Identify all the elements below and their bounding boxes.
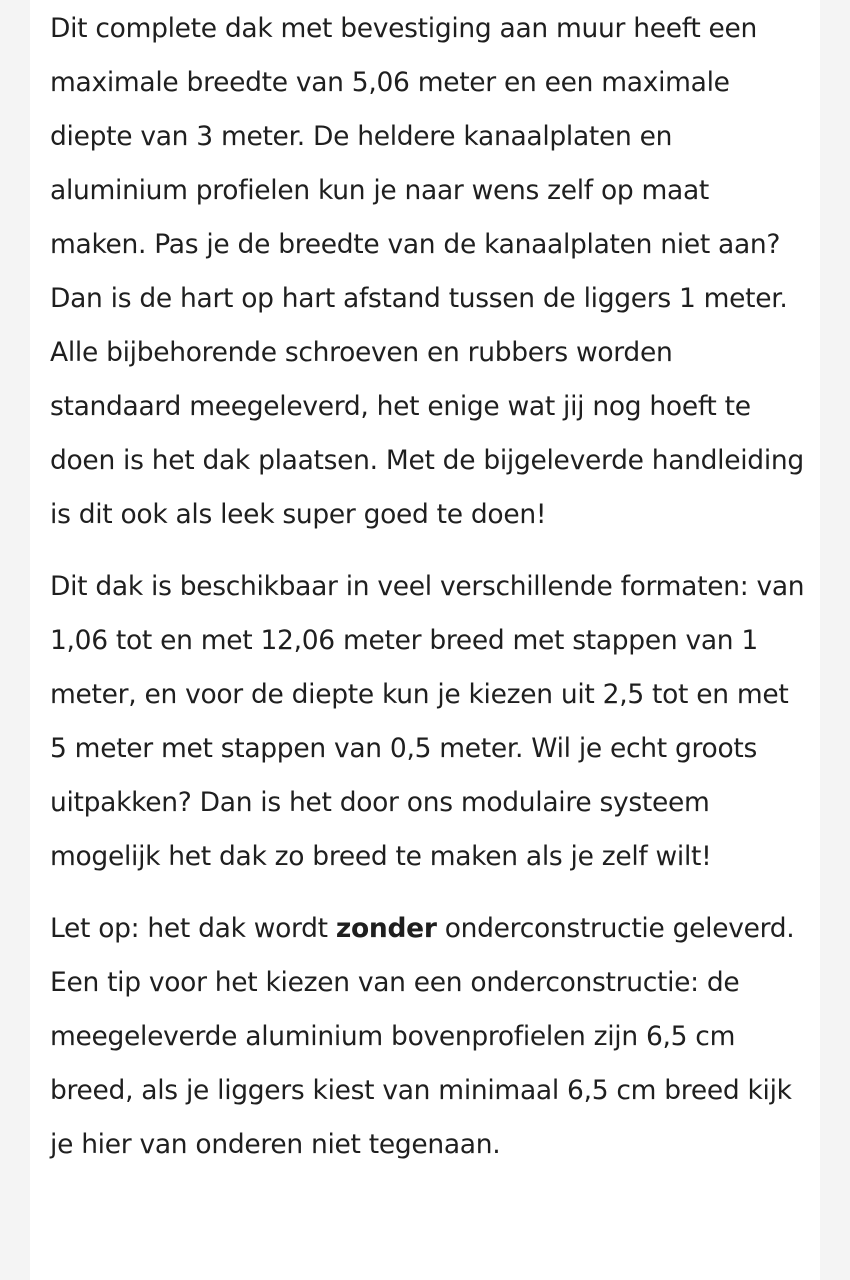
product-description [50,2,810,1190]
paragraph-formats: Dit dak is beschikbaar in veel verschillende formaten: van 1,06 tot en met 12,06 meter breed met stappen van 1 meter, en voor de diepte kun je kiezen uit 2,5 tot en met 5 meter met stappen van 0,5 meter. Wil je echt groots uitpakken? Dan is het door ons modulaire systeem mogelijk het dak zo breed te maken als je zelf wilt! [50,571,805,872]
paragraph-dimensions: Dit complete dak met bevestiging aan muur heeft een maximale breedte van 5,06 meter en een maximale diepte van 3 meter. De heldere kanaalplaten en aluminium profielen kun je naar wens zelf op maat maken. Pas je de breedte van de kanaalplaten niet aan? Dan is de hart op hart afstand tussen de liggers 1 meter. Alle bijbehorende schroeven en rubbers worden standaard meegeleverd, het enige wat jij nog hoeft te doen is het dak plaatsen. Met de bijgeleverde handleiding is dit ook als leek super goed te doen! [50,13,804,530]
note-text-start: Let op: het dak wordt [50,913,336,944]
page [30,0,820,1280]
paragraph-note [50,902,810,1172]
note-text-end: onderconstructie geleverd. Een tip voor het kiezen van een onderconstructie: de meegeleverde aluminium bovenprofielen zijn 6,5 cm breed, als je liggers kiest van minimaal 6,5 cm breed kijk je hier van onderen niet tegenaan. [50,913,795,1160]
note-bold-word: zonder [335,913,437,944]
